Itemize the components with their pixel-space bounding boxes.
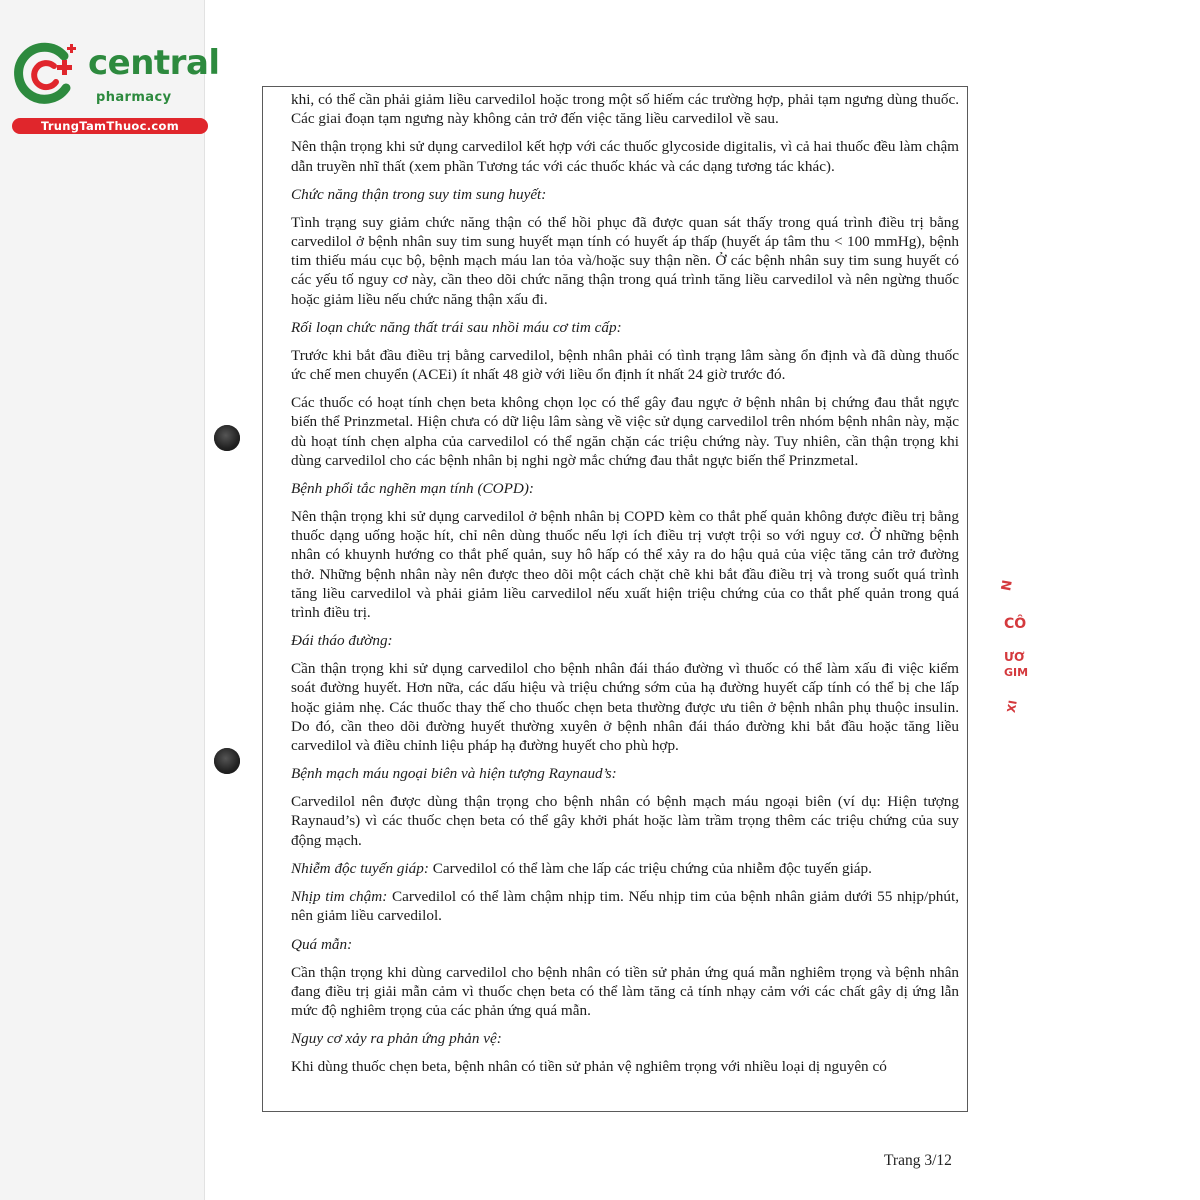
paragraph: Khi dùng thuốc chẹn beta, bệnh nhân có tiền sử phản vệ nghiêm trọng với nhiều loại dị nguyên có <box>291 1058 887 1076</box>
paragraph-text: Carvedilol có thể làm chậm nhịp tim. Nếu nhịp tim của bệnh nhân giảm dưới 55 nhịp/phút, nên giảm liều carvedilol. <box>291 888 959 925</box>
stamp-fragment-3: ƯƠ <box>1004 650 1025 664</box>
paragraph: khi, có thể cần phải giảm liều carvedilol hoặc trong một số hiếm các trường hợp, phải tạm ngưng dùng thuốc. Các giai đoạn tạm ngưng này không cản trở đến việc tăng liều carvedilol về sau. <box>291 91 959 128</box>
binder-margin <box>0 0 205 1200</box>
lead-paragraph <box>291 887 959 925</box>
punch-hole-lower <box>214 748 240 774</box>
stamp-fragment-5: XI <box>1004 699 1020 714</box>
section-heading: Bệnh mạch máu ngoại biên và hiện tượng Raynaud’s: <box>291 765 617 783</box>
paragraph-text: Carvedilol có thể làm che lấp các triệu chứng của nhiễm độc tuyến giáp. <box>428 859 872 877</box>
section-heading: Quá mẫn: <box>291 935 353 953</box>
paragraph: Trước khi bắt đầu điều trị bằng carvedilol, bệnh nhân phải có tình trạng lâm sàng ổn định và đã dùng thuốc ức chế men chuyển (ACEi) ít nhất 48 giờ với liều ổn định ít nhất 24 giờ trước đó. <box>291 346 959 384</box>
lead-paragraph <box>291 859 959 878</box>
red-seal-stamp-fragment <box>996 570 1032 730</box>
stamp-fragment-2: CÔ <box>1004 616 1027 632</box>
paragraph-lead-heading: Nhịp tim chậm: <box>291 888 388 906</box>
punch-hole-upper <box>214 425 240 451</box>
pharmacy-cross-logo-icon <box>12 40 80 108</box>
section-heading: Rối loạn chức năng thất trái sau nhồi máu cơ tim cấp: <box>291 318 622 336</box>
stamp-fragment-4: GIM <box>1004 666 1029 679</box>
section-heading: Đái tháo đường: <box>291 632 393 650</box>
brand-name: central <box>88 43 220 83</box>
paragraph: Nên thận trọng khi sử dụng carvedilol ở bệnh nhân bị COPD kèm co thắt phế quản không được điều trị bằng thuốc dạng uống hoặc hít, chỉ nên dùng thuốc nếu lợi ích điều trị vượt trội so với nguy cơ. Ở những bệnh nhân có khuynh hướng co thắt phế quản, suy hô hấp có thể xảy ra do hậu quả của việc tăng cản trở đường thở. Những bệnh nhân này nên được theo dõi một cách chặt chẽ khi bắt đầu điều trị và trong suốt quá trình tăng liều carvedilol và phải giảm liều carvedilol nếu xuất hiện triệu chứng của co thắt phế quản trong quá trình điều trị. <box>291 508 959 622</box>
section-heading: Chức năng thận trong suy tim sung huyết: <box>291 185 547 203</box>
section-heading: Nguy cơ xảy ra phản ứng phản vệ: <box>291 1030 502 1048</box>
paragraph: Cần thận trọng khi sử dụng carvedilol cho bệnh nhân đái tháo đường vì thuốc có thể làm xấu đi việc kiểm soát đường huyết. Hơn nữa, các dấu hiệu và triệu chứng sớm của hạ đường huyết cấp tính có thể bị che lấp hoặc giảm nhẹ. Các thuốc thay thế cho thuốc chẹn beta thường được ưu tiên ở bệnh nhân phụ thuộc insulin. Do đó, cần theo dõi đường huyết thường xuyên ở bệnh nhân đái tháo đường khi bắt đầu hoặc tăng liều carvedilol và điều chỉnh liệu pháp hạ đường huyết cho phù hợp. <box>291 660 959 755</box>
paragraph-lead-heading: Nhiễm độc tuyến giáp: <box>291 859 429 877</box>
document-body <box>262 86 968 1112</box>
central-pharmacy-logo[interactable] <box>8 36 220 136</box>
paragraph: Cần thận trọng khi dùng carvedilol cho bệnh nhân có tiền sử phản ứng quá mẫn nghiêm trọng và bệnh nhân đang điều trị giải mẫn cảm vì thuốc chẹn beta có thể làm tăng cả tính nhạy cảm với các chất gây dị ứng lẫn mức độ nghiêm trọng của các phản ứng quá mẫn. <box>291 963 959 1019</box>
paragraph: Carvedilol nên được dùng thận trọng cho bệnh nhân có bệnh mạch máu ngoại biên (ví dụ: Hiện tượng Raynaud’s) vì các thuốc chẹn beta có thể gây khởi phát hoặc làm trầm trọng thêm các triệu chứng của suy động mạch. <box>291 793 959 849</box>
paragraph: Nên thận trọng khi sử dụng carvedilol kết hợp với các thuốc glycoside digitalis, vì cả hai thuốc đều làm chậm dẫn truyền nhĩ thất (xem phần Tương tác với các thuốc khác và các dạng tương tác khác). <box>291 138 959 175</box>
brand-subtitle: pharmacy <box>96 90 172 105</box>
site-url-badge[interactable]: TrungTamThuoc.com <box>12 118 208 134</box>
page-number: Trang 3/12 <box>884 1152 952 1169</box>
paragraph: Tình trạng suy giảm chức năng thận có thể hồi phục đã được quan sát thấy trong quá trình điều trị bằng carvedilol ở bệnh nhân suy tim sung huyết mạn tính có huyết áp thấp (huyết áp tâm thu < 100 mmHg), bệnh tim thiếu máu cục bộ, bệnh mạch máu lan tỏa và/hoặc suy thận nền. Ở các bệnh nhân suy tim sung huyết có các yếu tố nguy cơ này, cần theo dõi chức năng thận trong quá trình tăng liều carvedilol và nên ngừng thuốc hoặc giảm liều nếu chức năng thận xấu đi. <box>291 213 959 308</box>
paragraph: Các thuốc có hoạt tính chẹn beta không chọn lọc có thể gây đau ngực ở bệnh nhân bị chứng đau thắt ngực biến thể Prinzmetal. Hiện chưa có dữ liệu lâm sàng về việc sử dụng carvedilol trên nhóm bệnh nhân này, mặc dù hoạt tính chẹn alpha của carvedilol có thể ngăn chặn các triệu chứng này. Tuy nhiên, cần thận trọng khi dùng carvedilol cho các bệnh nhân bị nghi ngờ mắc chứng đau thắt ngực biến thể Prinzmetal. <box>291 394 959 469</box>
stamp-fragment-1: N <box>999 578 1016 593</box>
section-heading: Bệnh phổi tắc nghẽn mạn tính (COPD): <box>291 480 534 498</box>
